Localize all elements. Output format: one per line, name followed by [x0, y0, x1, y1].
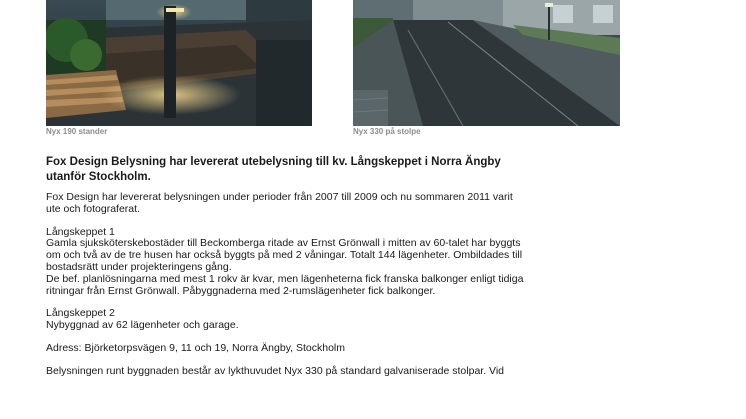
section-2-title: Långskeppet 2	[46, 307, 115, 320]
article	[46, 155, 636, 378]
intro-paragraph	[46, 192, 636, 216]
section-1-line: De bef. planlösningarna med mest 1 rokv är kvar, men lägenheterna fick franska balkonger enligt tidiga	[46, 272, 524, 285]
lighting-paragraph: Belysningen runt byggnaden består av lykthuvudet Nyx 330 på standard galvaniserade stolpar. Vid	[46, 364, 505, 377]
intro-line-2: ute och fotograferat.	[46, 202, 140, 215]
caption-right: Nyx 330 på stolpe	[353, 127, 421, 136]
section-1-line: ritningar från Ernst Grönwall. Påbyggnaderna med 2-rumslägenheter fick balkonger.	[46, 284, 436, 297]
article-headline	[46, 155, 636, 185]
caption-left: Nyx 190 stander	[46, 127, 108, 136]
section-1-line: om och två av de tre husen har också byggts på med 2 våningar. Totalt 144 lägenheter. Ombildades till	[46, 249, 523, 262]
photo-nyx-190-image	[46, 0, 312, 126]
section-1	[46, 227, 636, 298]
headline-line-1: Fox Design Belysning har levererat utebelysning till kv. Långskeppet i Norra Ängby	[46, 156, 501, 168]
headline-line-2: utanför Stockholm.	[46, 171, 151, 183]
photo-nyx-330	[353, 0, 620, 126]
section-1-line: Gamla sjuksköterskebostäder till Beckomberga ritade av Ernst Grönwall i mitten av 60-talet har byggts	[46, 237, 521, 250]
address: Adress: Björketorpsvägen 9, 11 och 19, Norra Ängby, Stockholm	[46, 341, 346, 354]
intro-line-1: Fox Design har levererat belysningen under perioder från 2007 till 2009 och nu sommaren 2011 varit	[46, 191, 513, 203]
section-2	[46, 308, 636, 332]
section-2-line: Nybyggnad av 62 lägenheter och garage.	[46, 319, 239, 332]
photo-nyx-190	[46, 0, 312, 126]
section-1-line: bostadsrätt under projekteringens gång.	[46, 260, 232, 273]
photo-nyx-330-image	[353, 0, 620, 126]
section-1-title: Långskeppet 1	[46, 225, 115, 238]
